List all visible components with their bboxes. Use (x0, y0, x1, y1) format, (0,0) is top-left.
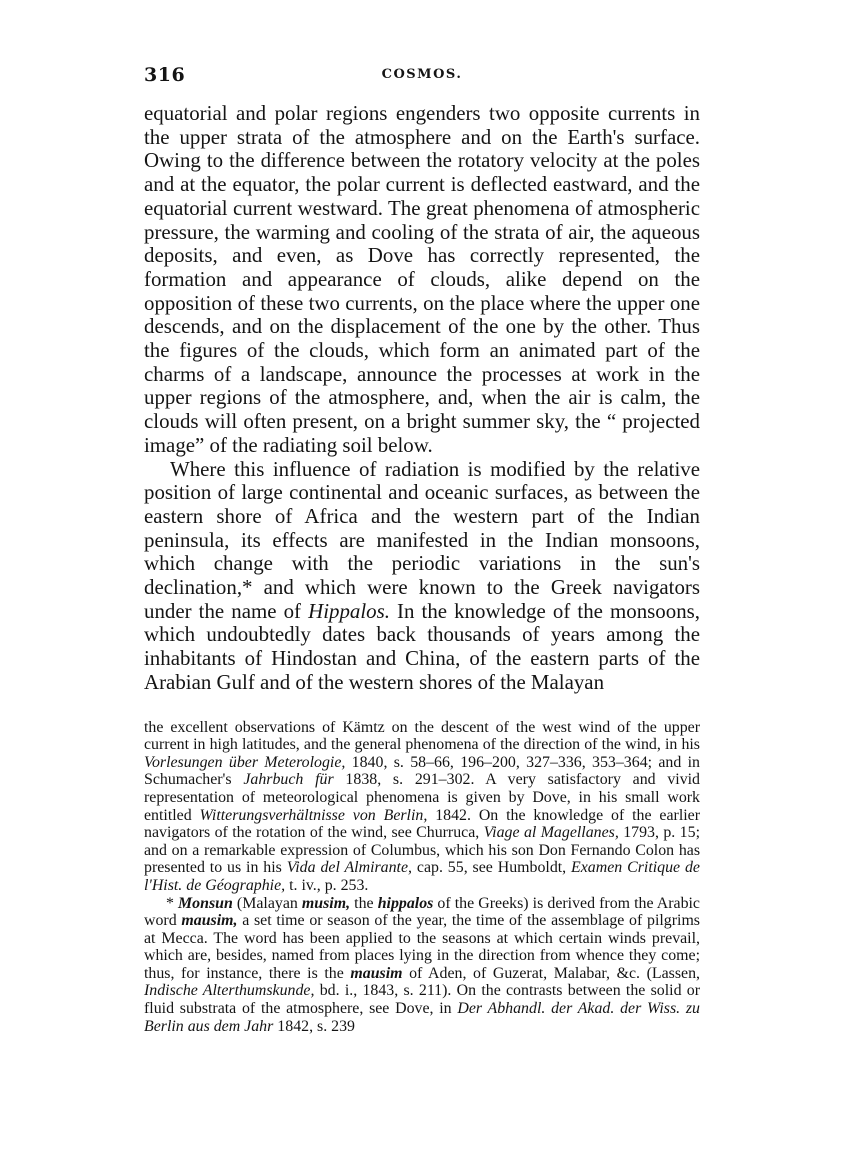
book-page (144, 64, 700, 1035)
footnote-1-italic-6: Examen Critique de l'Hist. de Géographie, (144, 859, 700, 894)
body-paragraph-1 (144, 102, 700, 458)
paragraph-1-text: equatorial and polar regions engenders two opposite currents in the upper strata of the atmosphere and on the Earth's surface. Owing to the difference between the rotatory velocity at the poles and at the equator, the polar current is deflected eastward, and the equatorial current westward. The great phenomena of atmospheric pressure, the warming and cooling of the strata of air, the aqueous deposits, and even, as Dove has correctly represented, the formation and appearance of clouds, alike depend on the opposition of these two currents, on the place where the upper one descends, and on the displacement of the one by the other. Thus the figures of the clouds, which form an animated part of the charms of a landscape, announce the processes at work in the upper regions of the atmosphere, and, when the air is calm, the clouds will often present, on a bright summer sky, the “ projected image” of the radiating soil below. (144, 101, 700, 457)
footnote-1-italic-1: Vorlesungen über Meterologie, (144, 753, 346, 771)
footnote-1-text-4: 1842. On the knowledge of the earlier navigators of the rotation of the wind, see Churruca, (144, 806, 700, 842)
footnote-1-italic-4: Viage al Magellanes, (483, 824, 619, 842)
footnote-1-text-1: the excellent observations of Kämtz on the descent of the west wind of the upper current in high latitudes, and the general phenomena of the direction of the wind, in his (144, 718, 700, 754)
footnote-1-text-7: t. iv., p. 253. (285, 876, 369, 894)
footnote-1-italic-2: Jahrbuch für (243, 771, 334, 789)
footnote-2-italic-7: Der Abhandl. der Akad. der Wiss. zu Berlin aus dem Jahr (144, 1000, 700, 1035)
main-text (144, 102, 700, 695)
running-head (144, 64, 700, 94)
footnote-2-marker: * (166, 894, 179, 912)
footnote-1-text-2: 1840, s. 58–66, 196–200, 327–336, 353–364; and in Schumacher's (144, 753, 700, 789)
footnote-2-text-5: of Aden, of Guzerat, Malabar, &c. (Lassen, (402, 964, 700, 982)
footnote-1-italic-5: Vida del Almirante, (286, 859, 412, 877)
footnote-2-italic-3: hippalos (377, 894, 434, 912)
footnote-1-text-5: 1793, p. 15; and on a remarkable expression of Columbus, which his son Don Fernando Colon has presented to us in his (144, 824, 700, 877)
footnote-2-italic-6: Indische Alterthumskunde, (144, 982, 315, 1000)
footnote-2-text-4: a set time or season of the year, the time of the assemblage of pilgrims at Mecca. The word has been applied to the seasons at which certain winds prevail, which are, besides, named from places lying in the direction from whence they come; thus, for instance, there is the (144, 912, 700, 982)
footnote-2-italic-2: musim, (301, 894, 351, 912)
footnote-continued (144, 719, 700, 895)
footnote-2-italic-1: Monsun (178, 894, 233, 912)
footnote-2-italic-4: mausim, (181, 912, 238, 930)
footnote-2-text-6: bd. i., 1843, s. 211). On the contrasts between the solid or fluid substrata of the atmosphere, see Dove, in (144, 982, 701, 1018)
paragraph-2-text-a: Where this influence of radiation is modified by the relative position of large continental and oceanic surfaces, as between the eastern shore of Africa and the western part of the Indian peninsula, its effects are manifested in the Indian monsoons, which change with the periodic variations in the sun's declination,* and which were known to the Greek navigators under the name of (144, 456, 700, 623)
footnote-monsun (144, 895, 700, 1036)
footnote-2-text-2: the (350, 894, 378, 912)
footnote-2-text-3: of the Greeks) is derived from the Arabic word (144, 894, 700, 930)
page-number: 316 (144, 64, 186, 86)
footnote-2-text-7: 1842, s. 239 (273, 1017, 355, 1035)
running-title: COSMOS. (381, 67, 463, 82)
footnote-1-text-6: cap. 55, see Humboldt, (412, 859, 572, 877)
footnote-2-italic-5: mausim (350, 964, 403, 982)
footnote-2-text-1: (Malayan (232, 894, 302, 912)
footnotes (144, 719, 700, 1036)
paragraph-2-text-b: In the knowledge of the monsoons, which undoubtedly dates back thousands of years among the inhabitants of Hindostan and China, of the eastern parts of the Arabian Gulf and of the western shores of the Malayan (144, 598, 700, 694)
body-paragraph-2 (144, 458, 700, 695)
footnote-1-text-3: 1838, s. 291–302. A very satisfactory and vivid representation of meteorological phenomena is given by Dove, in his small work entitled (144, 771, 701, 824)
paragraph-2-italic-hippalos: Hippalos. (308, 598, 390, 623)
footnote-1-italic-3: Witterungsverhältnisse von Berlin, (199, 806, 428, 824)
